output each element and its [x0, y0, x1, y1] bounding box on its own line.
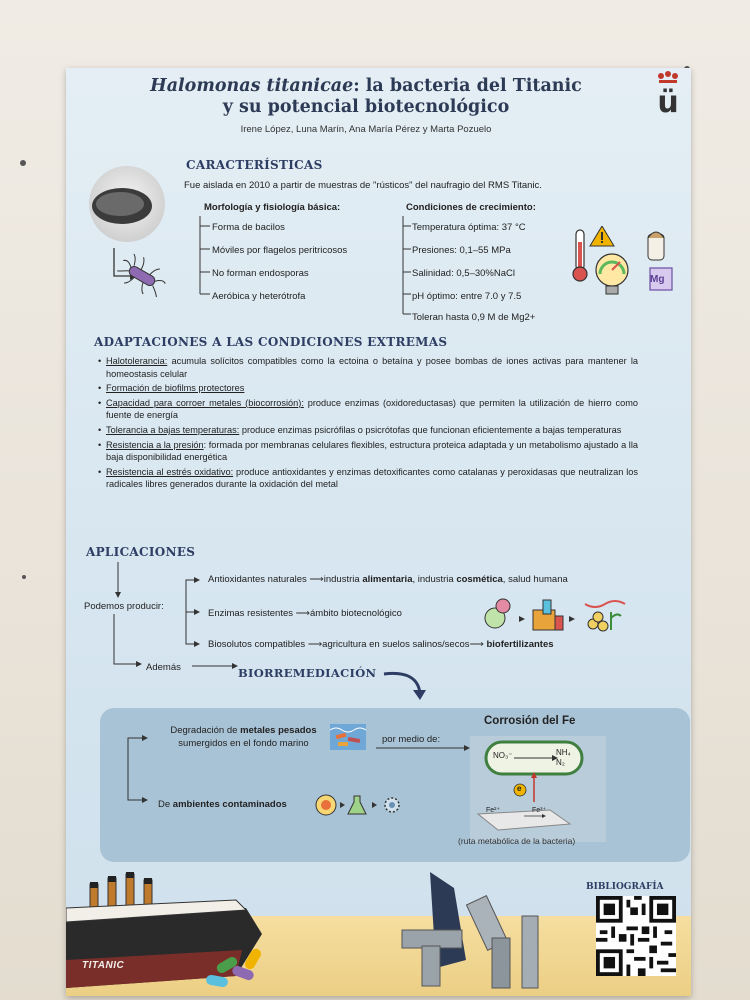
- no3-label: NO₃⁻: [493, 751, 513, 760]
- electron-label: e: [517, 784, 522, 793]
- lab-equipment-icon: [533, 600, 563, 630]
- por-medio-label: por medio de:: [382, 734, 441, 745]
- arrow-icon: [519, 616, 525, 622]
- adaptacion-item: • Tolerancia a bajas temperaturas: produce enzimas psicrófilas o psicrótofas que funcionan eficientemente a bajas temperaturas: [98, 424, 638, 437]
- adaptacion-item: • Formación de biofilms protectores: [98, 382, 638, 395]
- cond-item: Toleran hasta 0,9 M de Mg2+: [412, 312, 536, 323]
- cond-item: Presiones: 0,1–55 MPa: [412, 245, 511, 256]
- corrosion-title: Corrosión del Fe: [484, 715, 576, 727]
- adaptaciones-heading: ADAPTACIONES A LAS CONDICIONES EXTREMAS: [94, 335, 448, 349]
- biotech-process-icons: [481, 596, 641, 636]
- flask-icon: [348, 796, 366, 814]
- adaptacion-item: • Capacidad para corroer metales (biocorrosión): produce enzimas (oxidoreductasas) que permiten la utilización de hierro como fuente de energía: [98, 397, 638, 422]
- adaptacion-item: • Halotolerancia: acumula solícitos compatibles como la ectoina o betaína y posee bombas de iones activas para mantener la homeostasis celular: [98, 355, 638, 380]
- authors: Irene López, Luna Marín, Ana María Pérez y Marta Pozuelo: [240, 124, 492, 135]
- warning-icon: [590, 226, 614, 246]
- wreck-pipes-illustration: [396, 868, 556, 996]
- condiciones-heading: Condiciones de crecimiento:: [406, 202, 536, 213]
- nh4-label: NH₄: [556, 748, 571, 757]
- wall-nail: [20, 160, 26, 166]
- fe3-label: Fe³⁺: [532, 807, 547, 814]
- title-line1: : la bacteria del Titanic: [353, 76, 582, 96]
- aplicaciones-heading: APLICACIONES: [86, 545, 196, 559]
- dna-plant-icon: [585, 601, 625, 631]
- mg-label: Mg: [650, 274, 665, 285]
- titanic-label: TITANIC: [82, 960, 125, 971]
- gear-virus-icon: [385, 798, 399, 812]
- n2-label: N₂: [556, 758, 565, 767]
- aplicacion-row-enzimas: Enzimas resistentes ⟶ámbito biotecnológico: [208, 608, 402, 619]
- morf-item: Forma de bacilos: [212, 222, 285, 233]
- cond-item: Salinidad: 0,5–30%NaCl: [412, 268, 515, 279]
- petri-dish-icon: [485, 599, 510, 628]
- aplicacion-row-biosolutos: Biosolutos compatibles ⟶agricultura en suelos salinos/secos⟶ biofertilizantes: [208, 639, 554, 650]
- environment-cleanup-icons: [314, 792, 410, 818]
- biorremediacion-heading: BIORREMEDIACIÓN: [238, 666, 377, 680]
- sunken-metal-icon: [330, 724, 366, 750]
- titanic-ship-illustration: [66, 864, 306, 996]
- bacteria-microscope-icon: [82, 166, 172, 306]
- caracteristicas-intro: Fue aislada en 2010 a partir de muestras de "rústicos" del naufragio del RMS Titanic.: [184, 180, 542, 191]
- por-medio-arrow: [376, 744, 472, 752]
- ademas-label: Además: [146, 662, 181, 673]
- logo-letter: ü: [657, 85, 679, 120]
- title-italic: Halomonas titanicae: [150, 76, 354, 96]
- morfologia-heading: Morfología y fisiología básica:: [204, 202, 341, 213]
- poster: [66, 68, 691, 996]
- fe2-label: Fe²⁺: [486, 807, 501, 814]
- university-logo: [651, 70, 685, 120]
- caracteristicas-heading: CARACTERÍSTICAS: [186, 158, 323, 172]
- adaptacion-item: • Resistencia a la presión: formada por membranas celulares flexibles, estructura proteica adaptada y un metabolismo ajustado a lla baja disponibilidad energética: [98, 439, 638, 464]
- contamination-icon: [316, 795, 336, 815]
- ambientes-text: De ambientes contaminados: [158, 799, 287, 810]
- podemos-producir: Podemos producir:: [84, 601, 164, 612]
- degradacion-text: Degradación de metales pesados sumergidos en el fondo marino: [170, 725, 317, 749]
- curved-arrow: [382, 666, 428, 702]
- qr-code[interactable]: [596, 896, 676, 976]
- bio-bracket: [118, 730, 158, 810]
- conditions-icons: [568, 226, 688, 298]
- ademas-arrow: [192, 660, 240, 672]
- cond-item: Temperatura óptima: 37 °C: [412, 222, 526, 233]
- aplicacion-row-antioxidantes: Antioxidantes naturales ⟶industria alimentaria, industria cosmética, salud humana: [208, 574, 568, 585]
- wall-nail: [22, 575, 26, 579]
- morf-item: No forman endosporas: [212, 268, 309, 279]
- crown-icon: [651, 70, 685, 84]
- poster-title: [96, 76, 636, 118]
- bibliografia-heading: BIBLIOGRAFÍA: [586, 882, 664, 892]
- ruta-label: (ruta metabólica de la bacteria): [458, 836, 576, 846]
- adaptacion-item: • Resistencia al estrés oxidativo: produce antioxidantes y enzimas detoxificantes como catalanas y peroxidasas que neutralizan los radicales libres generados durante la oxidación del metal: [98, 466, 638, 491]
- thermometer-icon: [573, 230, 587, 281]
- morf-item: Móviles por flagelos peritricosos: [212, 245, 348, 256]
- adaptaciones-list: [98, 355, 638, 493]
- morf-item: Aeróbica y heterótrofa: [212, 291, 306, 302]
- qr-code-icon: [596, 896, 676, 976]
- cond-item: pH óptimo: entre 7.0 y 7.5: [412, 291, 522, 302]
- salt-shaker-icon: [648, 232, 664, 260]
- arrow-icon: [569, 616, 575, 622]
- pressure-gauge-icon: [596, 254, 628, 294]
- corrosion-diagram: [470, 732, 610, 842]
- title-line2: y su potencial biotecnológico: [222, 97, 510, 117]
